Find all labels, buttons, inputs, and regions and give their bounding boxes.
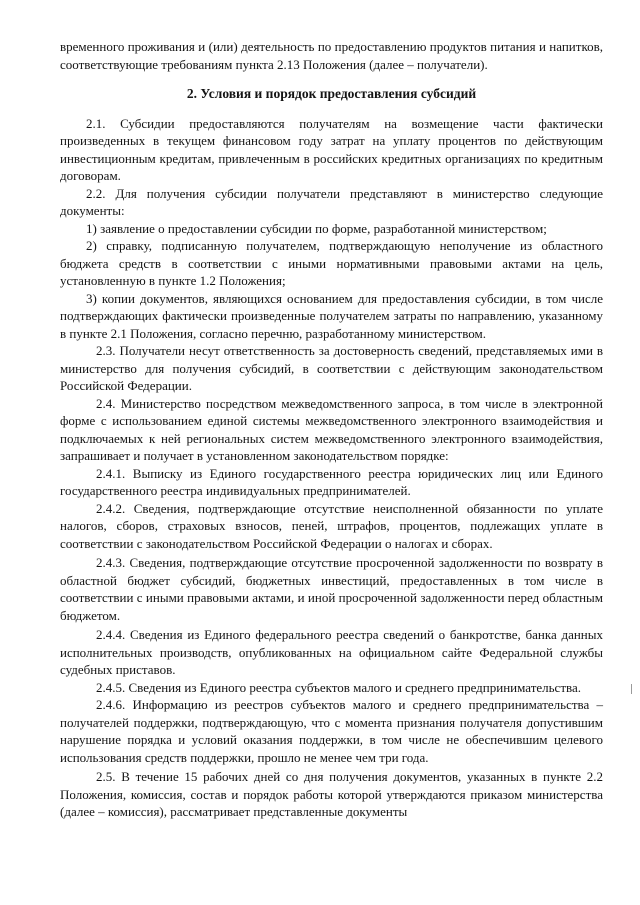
document-page	[60, 38, 603, 821]
paragraph-2-4-4: 2.4.4. Сведения из Единого федерального реестра сведений о банкротстве, банка данных исполнительных производств, опубликованных на официальном сайте Федеральной службы судебных приставов.	[60, 627, 603, 677]
paragraph-2-3: 2.3. Получатели несут ответственность за достоверность сведений, представляемых ими в министерство для получения субсидий, в соответствии с действующим законодательством Российской Федерации.	[60, 343, 603, 393]
section-heading: 2. Условия и порядок предоставления субсидий	[186, 86, 477, 101]
list-item-1: 1) заявление о предоставлении субсидии по форме, разработанной министерством;	[86, 220, 547, 236]
paragraph-2-2: 2.2. Для получения субсидии получатели представляют в министерство следующие документы:	[60, 185, 603, 218]
intro-paragraph: временного проживания и (или) деятельность по предоставлению продуктов питания и напитков, соответствующие требованиям пункта 2.13 Положения (далее – получатели).	[60, 39, 603, 72]
paragraph-2-4-6: 2.4.6. Информацию из реестров субъектов малого и среднего предпринимательства – получателей поддержки, подтверждающую, что с момента признания получателя допустившим нарушение порядка и условий оказания поддержки, в том числе не обеспечившим целевого использования средств поддержки, прошло не менее чем три года.	[60, 697, 603, 765]
paragraph-2-4-1: 2.4.1. Выписку из Единого государственного реестра юридических лиц или Единого государственного реестра индивидуальных предпринимателей.	[60, 465, 603, 498]
paragraph-2-4-3: 2.4.3. Сведения, подтверждающие отсутствие просроченной задолженности по возврату в областной бюджет субсидий, бюджетных инвестиций, предоставленных в том числе в соответствии с иными правовыми актами, и иной просроченной задолженности перед областным бюджетом.	[60, 555, 603, 623]
paragraph-2-4-5: 2.4.5. Сведения из Единого реестра субъектов малого и среднего предпринимательства.	[96, 679, 581, 695]
paragraph-2-4-2: 2.4.2. Сведения, подтверждающие отсутствие неисполненной обязанности по уплате налогов, сборов, страховых взносов, пеней, штрафов, процентов, подлежащих уплате в соответствии с законодательством Российской Федерации о налогах и сборах.	[60, 500, 603, 551]
paragraph-2-4: 2.4. Министерство посредством межведомственного запроса, в том числе в электронной форме с использованием единой системы межведомственного электронного взаимодействия и подключаемых к ней региональных систем межведомственного электронного взаимодействия, запрашивает и получает в установленном законодательством порядке:	[60, 395, 603, 463]
list-item-2: 2) справку, подписанную получателем, подтверждающую неполучение из областного бюджета средств в соответствии с иными нормативными правовыми актами на цель, установленную в пункте 1.2 Положения;	[60, 238, 603, 288]
paragraph-2-1: 2.1. Субсидии предоставляются получателям на возмещение части фактически произведенных в текущем финансовом году затрат на уплату процентов по действующим инвестиционным кредитам, привлеченным в российских кредитных организациях по кредитным договорам.	[60, 115, 603, 183]
paragraph-2-5: 2.5. В течение 15 рабочих дней со дня получения документов, указанных в пункте 2.2 Положения, комиссия, состав и порядок работы которой утверждаются приказом министерства (далее – комиссия), рассматривает представленные документы	[60, 769, 603, 819]
list-item-3: 3) копии документов, являющихся основанием для предоставления субсидии, в том числе подтверждающих фактически произведенные получателем затраты по направлению, указанному в пункте 2.1 Положения, согласно перечню, разработанному министерством.	[60, 290, 603, 341]
margin-mark	[631, 684, 632, 694]
